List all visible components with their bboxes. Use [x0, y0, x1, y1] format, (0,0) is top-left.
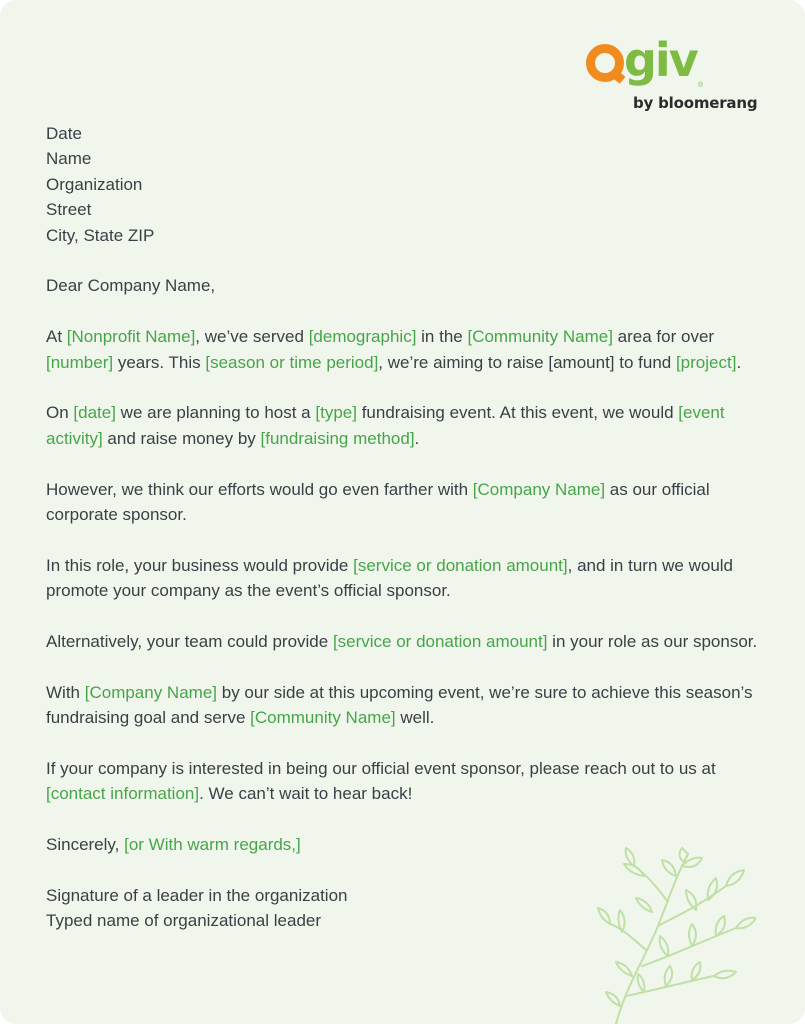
- signature-line: Signature of a leader in the organization: [46, 886, 348, 906]
- placeholder-company-name: [Company Name]: [84, 682, 218, 702]
- paragraph-goal: With [Company Name] by our side at this upcoming event, we’re sure to achieve this season’s fundraising goal and serve [Community Name] well.: [46, 682, 753, 728]
- qgiv-logo: [584, 33, 764, 120]
- address-city: City, State ZIP: [46, 225, 155, 245]
- placeholder-event-activity: [event activity]: [46, 403, 725, 448]
- address-block: [46, 121, 768, 248]
- letter-body: [46, 121, 768, 934]
- logo-tagline: by bloomerang: [633, 94, 758, 112]
- paragraph-event: On [date] we are planning to host a [type] fundraising event. At this event, we would [event activity] and raise money by [fundraising method].: [46, 403, 725, 448]
- paragraph-intro: At [Nonprofit Name], we’ve served [demographic] in the [Community Name] area for over [number] years. This [season or time period], we’re aiming to raise [amount] to fund [project].: [46, 327, 742, 372]
- placeholder-closing-alternative: [or With warm regards,]: [124, 835, 301, 855]
- placeholder-number: [number]: [46, 352, 114, 372]
- placeholder-project: [project]: [675, 352, 737, 372]
- paragraph-contact: If your company is interested in being our official event sponsor, please reach out to us at [contact information]. We can’t wait to hear back!: [46, 759, 716, 804]
- placeholder-service-amount: [service or donation amount]: [332, 632, 548, 652]
- salutation: Dear Company Name,: [46, 276, 216, 296]
- paragraph-role: In this role, your business would provide [service or donation amount], and in turn we would promote your company as the event’s official sponsor.: [46, 555, 734, 601]
- logo-wordmark: giv: [624, 33, 697, 87]
- logo-registered-mark: ®: [698, 82, 704, 89]
- closing: Sincerely, [or With warm regards,]: [46, 835, 301, 855]
- placeholder-season: [season or time period]: [205, 352, 379, 372]
- address-street: Street: [46, 200, 92, 220]
- placeholder-service-amount: [service or donation amount]: [353, 555, 568, 575]
- placeholder-date: [date]: [73, 403, 116, 423]
- paragraph-sponsor-ask: However, we think our efforts would go even farther with [Company Name] as our official corporate sponsor.: [46, 479, 710, 525]
- placeholder-fundraising-method: [fundraising method]: [260, 428, 415, 448]
- placeholder-type: [type]: [315, 403, 357, 423]
- placeholder-community-name: [Community Name]: [250, 708, 396, 728]
- placeholder-company-name: [Company Name]: [472, 479, 606, 499]
- paragraph-alternative: Alternatively, your team could provide [service or donation amount] in your role as our sponsor.: [46, 632, 758, 652]
- placeholder-nonprofit-name: [Nonprofit Name]: [66, 327, 196, 347]
- typed-name-line: Typed name of organizational leader: [46, 911, 322, 931]
- placeholder-contact-information: [contact information]: [46, 784, 200, 804]
- address-date: Date: [46, 124, 82, 143]
- placeholder-demographic: [demographic]: [308, 327, 417, 347]
- plant-illustration-icon: [596, 846, 756, 1024]
- placeholder-community-name: [Community Name]: [467, 327, 613, 347]
- address-name: Name: [46, 149, 92, 169]
- address-organization: Organization: [46, 174, 143, 194]
